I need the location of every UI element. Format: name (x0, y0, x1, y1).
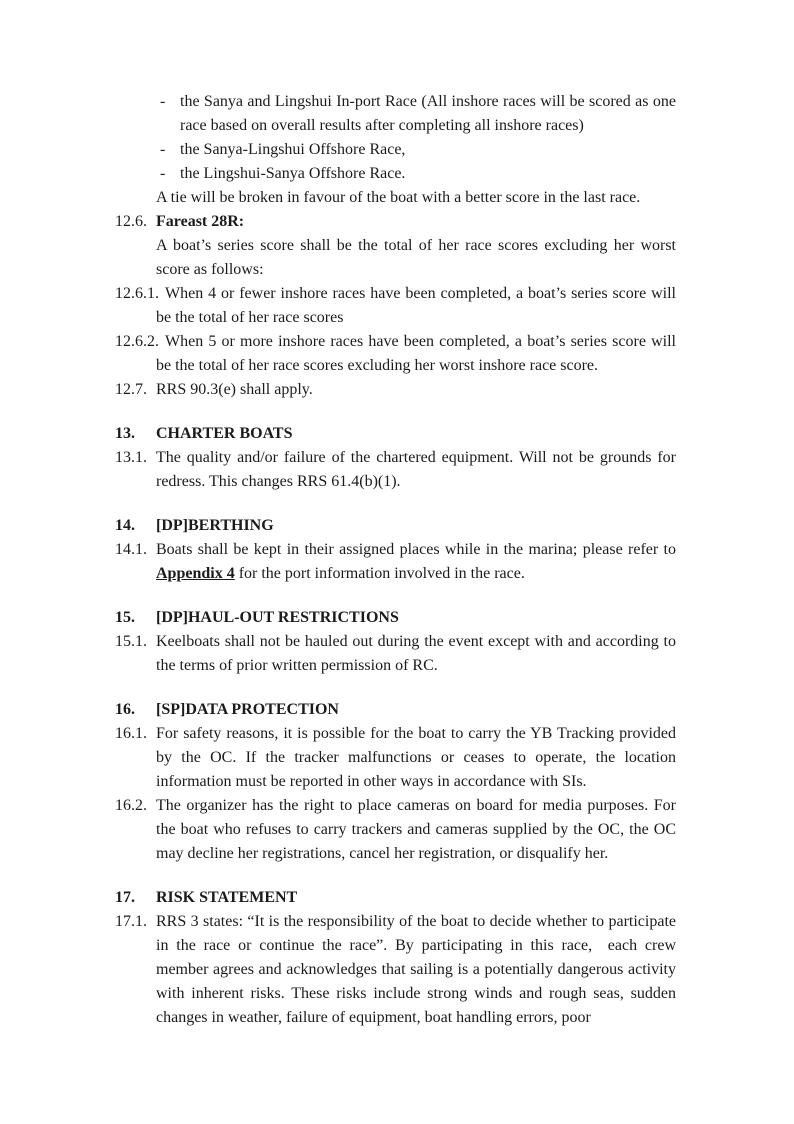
section-number: 17. (115, 889, 135, 906)
list-item-text: the Lingshui-Sanya Offshore Race. (180, 165, 406, 182)
section-title: CHARTER BOATS (156, 425, 293, 442)
list-item (115, 138, 676, 162)
clause-text: RRS 3 states: “It is the responsibility of the boat to decide whether to participate in the race or continue the race”. By participating in this race, each crew member agrees and acknowledges that sailing is a potentially dangerous activity with inherent risks. These risks include strong winds and rough seas, sudden changes in weather, failure of equipment, boat handling errors, poor (156, 913, 676, 1026)
clause-number: 13.1. (115, 449, 147, 466)
section-number: 16. (115, 701, 135, 718)
tie-break-note: A tie will be broken in favour of the boat with a better score in the last race. (156, 189, 641, 206)
clause-17-1 (115, 910, 676, 1030)
clause-12-6-body: A boat’s series score shall be the total of her race scores excluding her worst score as follows: (156, 237, 676, 278)
section-number: 15. (115, 609, 135, 626)
list-item (115, 162, 676, 186)
clause-text: for the port information involved in the race. (234, 565, 525, 582)
clause-number: 14.1. (115, 541, 147, 558)
section-15-heading (115, 606, 676, 630)
section-number: 14. (115, 517, 135, 534)
clause-text: Keelboats shall not be hauled out during the event except with and according to the terms of prior written permission of RC. (156, 633, 676, 674)
clause-13-1 (115, 446, 676, 494)
clause-14-1 (115, 538, 676, 586)
section-title: [DP]HAUL-OUT RESTRICTIONS (156, 609, 399, 626)
clause-number: 15.1. (115, 633, 147, 650)
clause-15-1 (115, 630, 676, 678)
section-title: [SP]DATA PROTECTION (156, 701, 339, 718)
clause-number: 16.2. (115, 797, 147, 814)
clause-text: The quality and/or failure of the chartered equipment. Will not be grounds for redress. This changes RRS 61.4(b)(1). (156, 449, 676, 490)
clause-text: When 5 or more inshore races have been completed, a boat’s series score will be the total of her race scores excluding her worst inshore race score. (156, 333, 676, 374)
clause-number: 12.6. (115, 213, 147, 230)
clause-16-1 (115, 722, 676, 794)
clause-text: RRS 90.3(e) shall apply. (156, 381, 313, 398)
clause-label: Fareast 28R: (156, 213, 245, 230)
list-item (115, 90, 676, 138)
section-13-heading (115, 422, 676, 446)
list-item-text: the Sanya-Lingshui Offshore Race, (180, 141, 406, 158)
appendix-4-link[interactable]: Appendix 4 (156, 565, 235, 582)
clause-text: For safety reasons, it is possible for the boat to carry the YB Tracking provided by the OC. If the tracker malfunctions or ceases to operate, the location information must be reported in other ways in accordance with SIs. (156, 725, 676, 790)
section-title: RISK STATEMENT (156, 889, 298, 906)
dash-bullet-marker: - (160, 141, 166, 158)
section-14-heading (115, 514, 676, 538)
clause-number: 12.6.1. (115, 285, 159, 302)
clause-number: 12.6.2. (115, 333, 159, 350)
clause-12-6-2 (115, 330, 676, 378)
section-title: [DP]BERTHING (156, 517, 274, 534)
clause-12-7 (115, 378, 676, 402)
dash-bullet-marker: - (160, 93, 166, 110)
clause-number: 17.1. (115, 913, 147, 930)
clause-12-6-1 (115, 282, 676, 330)
dash-bullet-marker: - (160, 165, 166, 182)
section-17-heading (115, 886, 676, 910)
list-item-text: the Sanya and Lingshui In-port Race (All inshore races will be scored as one race based on overall results after completing all inshore races) (180, 93, 676, 134)
section-number: 13. (115, 425, 135, 442)
clause-text: When 4 or fewer inshore races have been completed, a boat’s series score will be the total of her race scores (156, 285, 676, 326)
clause-16-2 (115, 794, 676, 866)
clause-number: 16.1. (115, 725, 147, 742)
clause-text: The organizer has the right to place cameras on board for media purposes. For the boat who refuses to carry trackers and cameras supplied by the OC, the OC may decline her registrations, cancel her registration, or disqualify her. (156, 797, 676, 862)
clause-number: 12.7. (115, 381, 147, 398)
clause-text: Boats shall be kept in their assigned places while in the marina; please refer to (156, 541, 676, 558)
section-16-heading (115, 698, 676, 722)
clause-12-6 (115, 210, 676, 234)
